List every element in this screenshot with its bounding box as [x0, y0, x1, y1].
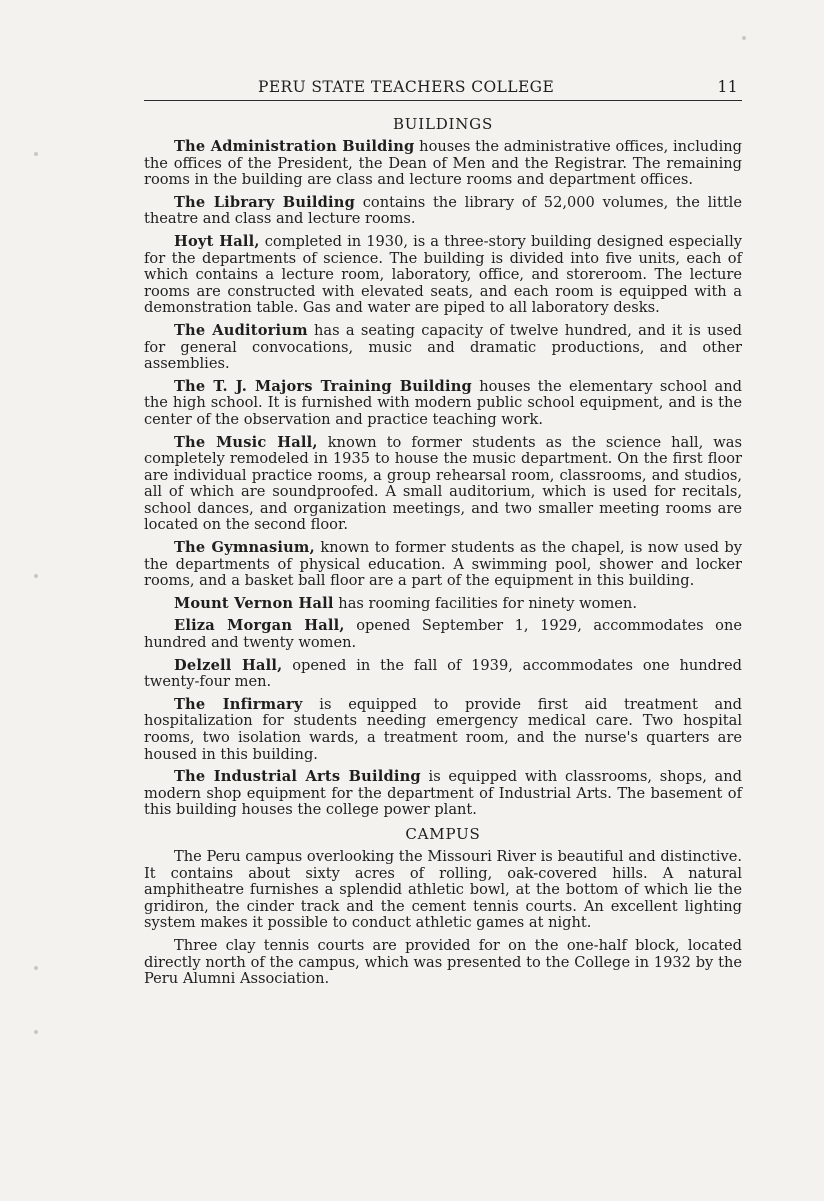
- paragraph-lead: Mount Vernon Hall: [174, 594, 334, 612]
- paragraph-text: has rooming facilities for ninety women.: [333, 594, 637, 612]
- buildings-section: [144, 115, 742, 819]
- margin-speck: [34, 152, 38, 156]
- paragraph-lead: The Administration Building: [174, 138, 415, 155]
- paragraph-infirmary: [144, 697, 742, 763]
- paragraph-eliza-morgan: [144, 618, 742, 651]
- paragraph-music-hall: [144, 435, 742, 535]
- paragraph-lead: Delzell Hall,: [174, 656, 283, 674]
- paragraph-lead: Hoyt Hall,: [174, 232, 260, 250]
- paragraph-text: contains the library of 52,000 volumes, the little theatre and class and lecture rooms.: [144, 193, 742, 228]
- paragraph-text: known to former students as the chapel, is now used by the departments of physical education. A swimming pool, shower and locker rooms, and a basket ball floor are a part of the equipment in this building.: [144, 539, 743, 590]
- paragraph-tennis-courts: [144, 938, 742, 988]
- margin-speck: [742, 36, 746, 40]
- paragraph-text: has a seating capacity of twelve hundred, and it is used for general convocations, music and dramatic productions, and other assemblies.: [144, 321, 742, 373]
- margin-speck: [34, 1030, 38, 1034]
- paragraph-hoyt-hall: [144, 234, 742, 317]
- running-header: [144, 74, 742, 101]
- section-heading: BUILDINGS: [392, 115, 494, 133]
- paragraph-campus-description: [144, 849, 742, 932]
- paragraph-text: houses the administrative offices, including the offices of the President, the Dean of Men and the Registrar. The remaining rooms in the building are class and lecture rooms and department offices.: [144, 138, 743, 189]
- campus-section: [144, 825, 742, 988]
- header-title: PERU STATE TEACHERS COLLEGE: [258, 78, 555, 96]
- paragraph-text: The Peru campus overlooking the Missouri River is beautiful and distinctive. It contains about sixty acres of rolling, oak-covered hills. A natural amphitheatre furnishes a splendid athletic bowl, at the bottom of which lie the gridiron, the cinder track and the cement tennis courts. An excellent lighting system makes it possible to conduct athletic games at night.: [144, 847, 742, 932]
- paragraph-text: is equipped with classrooms, shops, and modern shop equipment for the department of Industrial Arts. The basement of this building houses the college power plant.: [144, 768, 742, 819]
- section-heading: CAMPUS: [405, 824, 481, 843]
- margin-speck: [34, 966, 38, 970]
- paragraph-industrial-arts: [144, 769, 742, 819]
- paragraph-lead: The Library Building: [174, 193, 356, 211]
- paragraph-text: houses the elementary school and the high school. It is furnished with modern public school equipment, and is the center of the observation and practice teaching work.: [144, 377, 742, 428]
- paragraph-library: [144, 195, 742, 228]
- paragraph-lead: The Infirmary: [174, 695, 303, 713]
- paragraph-delzell-hall: [144, 658, 742, 691]
- paragraph-text: is equipped to provide first aid treatment and hospitalization for students needing emergency medical care. Two hospital rooms, two isolation wards, a treatment room, and the nurse's quarters are housed in this building.: [144, 695, 743, 763]
- page-number: 11: [717, 78, 738, 96]
- paragraph-text: opened in the fall of 1939, accommodates one hundred twenty-four men.: [144, 656, 742, 691]
- paragraph-auditorium: [144, 323, 742, 373]
- paragraph-gymnasium: [144, 540, 742, 590]
- paragraph-training-building: [144, 379, 742, 429]
- paragraph-administration: [144, 139, 742, 189]
- paragraph-lead: The Gymnasium,: [174, 539, 315, 557]
- paragraph-lead: The Auditorium: [174, 321, 308, 339]
- paragraph-lead: Eliza Morgan Hall,: [174, 617, 345, 635]
- paragraph-text: Three clay tennis courts are provided for on the one-half block, located directly north of the campus, which was presented to the College in 1932 by the Peru Alumni Association.: [144, 936, 742, 988]
- paragraph-lead: The Industrial Arts Building: [174, 768, 421, 786]
- document-page: [144, 74, 742, 994]
- margin-speck: [34, 574, 38, 578]
- paragraph-lead: The T. J. Majors Training Building: [174, 377, 472, 395]
- paragraph-text: known to former students as the science hall, was completely remodeled in 1935 to house the music department. On the first floor are individual practice rooms, a group rehearsal room, classrooms, and studios, all of which are soundproofed. A small auditorium, which is used for recitals, school dances, and organization meetings, and two smaller meeting rooms are located on the second floor.: [144, 433, 742, 534]
- paragraph-mount-vernon: [144, 596, 742, 613]
- paragraph-text: completed in 1930, is a three-story building designed especially for the departments of science. The building is divided into five units, each of which contains a lecture room, laboratory, office, and storeroom. The lecture rooms are constructed with elevated seats, and each room is equipped with a demonstration table. Gas and water are piped to all laboratory desks.: [144, 232, 742, 317]
- paragraph-lead: The Music Hall,: [174, 433, 318, 451]
- paragraph-text: opened September 1, 1929, accommodates one hundred and twenty women.: [144, 617, 742, 652]
